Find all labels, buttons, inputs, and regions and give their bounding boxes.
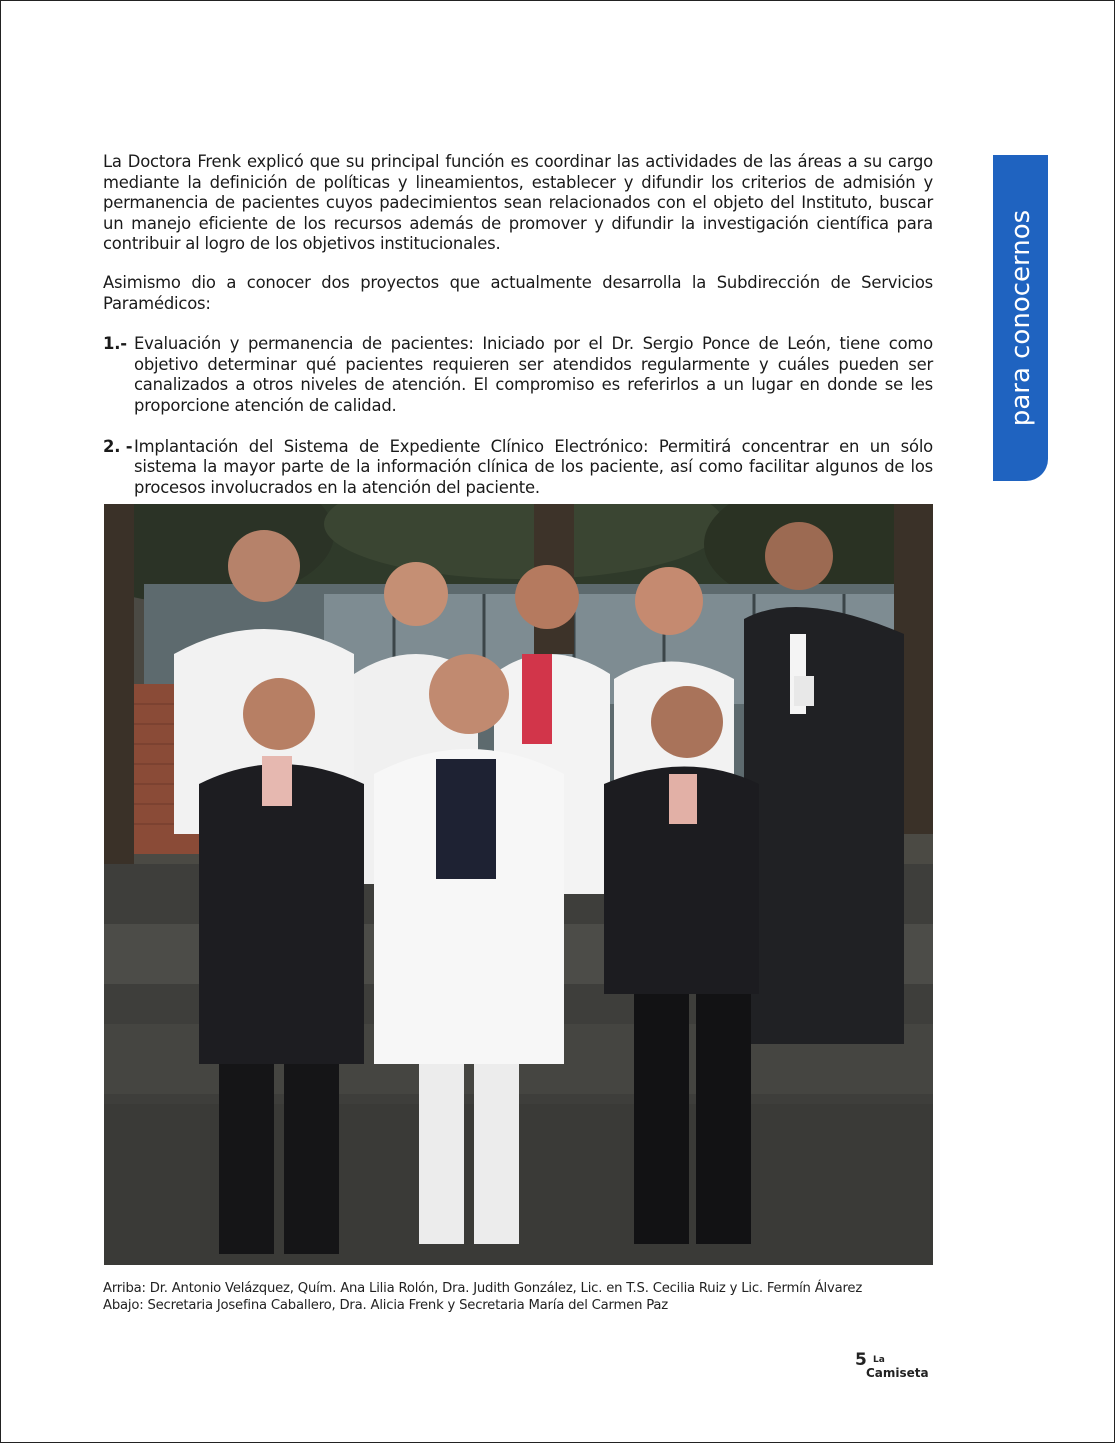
caption-line: Arriba: Dr. Antonio Velázquez, Quím. Ana Lilia Rolón, Dra. Judith González, Lic. en T.S. Cecilia Ruiz y Lic. Fermín Álvarez	[103, 1281, 863, 1296]
list-text: Evaluación y permanencia de pacientes: Iniciado por el Dr. Sergio Ponce de León, tiene como objetivo determinar qué pacientes requieren ser atendidos regularmente y cuáles pueden ser canalizados a otros niveles de atención. El compromiso es referirlos a un lugar en donde se les proporcione atención de calidad.	[134, 334, 933, 415]
list-number: 1.-	[103, 334, 127, 354]
page-number: 5	[855, 1350, 867, 1370]
section-tab	[993, 155, 1048, 481]
article-body	[103, 152, 933, 518]
section-tab-label: para conocernos	[1005, 209, 1036, 427]
caption-line: Abajo: Secretaria Josefina Caballero, Dra. Alicia Frenk y Secretaria María del Carmen Paz	[103, 1298, 669, 1313]
list-item	[103, 334, 933, 416]
paragraph: Asimismo dio a conocer dos proyectos que actualmente desarrolla la Subdirección de Servicios Paramédicos:	[103, 272, 933, 313]
group-photo-illustration	[104, 504, 933, 1265]
group-photo	[104, 504, 933, 1265]
list-item	[103, 437, 933, 499]
list-number: 2. -	[103, 436, 133, 456]
paragraph: La Doctora Frenk explicó que su principal función es coordinar las actividades de las áreas a su cargo mediante la definición de políticas y lineamientos, establecer y difundir los criterios de admisión y permanencia de pacientes cuyos padecimientos sean relacionados con el objeto del Instituto, buscar un manejo eficiente de los recursos además de promover y difundir la investigación científica para contribuir al logro de los objetivos institucionales.	[103, 152, 933, 254]
list-text: Implantación del Sistema de Expediente Clínico Electrónico: Permitirá concentrar en un sólo sistema la mayor parte de la información clínica de los paciente, así como facilitar algunos de los procesos involucrados en la atención del paciente.	[134, 436, 933, 497]
magazine-name: Camiseta	[866, 1366, 929, 1380]
photo-caption	[103, 1280, 933, 1314]
magazine-name-prefix: La	[873, 1355, 885, 1365]
